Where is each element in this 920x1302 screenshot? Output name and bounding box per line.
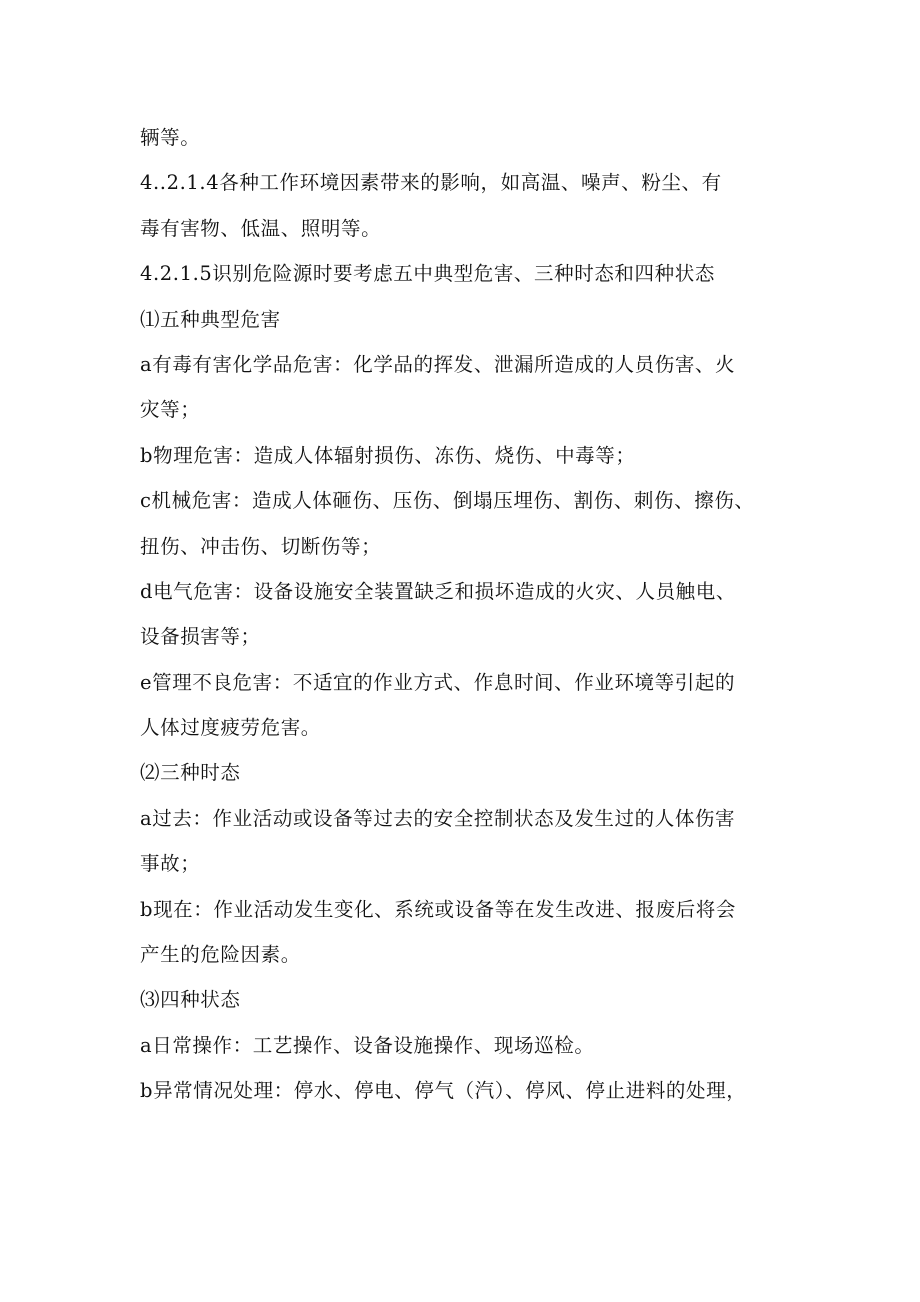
text-line: e管理不良危害：不适宜的作业方式、作息时间、作业环境等引起的 bbox=[140, 670, 736, 694]
section-heading: ⑶四种状态 bbox=[140, 988, 241, 1012]
text-line: 毒有害物、低温、照明等。 bbox=[140, 216, 382, 240]
text-line: 人体过度疲劳危害。 bbox=[140, 716, 321, 740]
text-line: 扭伤、冲击伤、切断伤等； bbox=[140, 534, 382, 558]
document-body bbox=[140, 115, 790, 1114]
text-line: a过去：作业活动或设备等过去的安全控制状态及发生过的人体伤害 bbox=[140, 806, 736, 830]
text-line: a日常操作：工艺操作、设备设施操作、现场巡检。 bbox=[140, 1033, 595, 1057]
text-line: a有毒有害化学品危害：化学品的挥发、泄漏所造成的人员伤害、火 bbox=[140, 352, 736, 376]
text-line: c机械危害：造成人体砸伤、压伤、倒塌压埋伤、割伤、刺伤、擦伤、 bbox=[140, 489, 755, 513]
text-line: d电气危害：设备设施安全装置缺乏和损坏造成的火灾、人员触电、 bbox=[140, 579, 736, 603]
text-line: 辆等。 bbox=[140, 126, 201, 149]
text-line: 产生的危险因素。 bbox=[140, 943, 301, 967]
text-line: b异常情况处理：停水、停电、停气（汽）、停风、停止进料的处理， bbox=[140, 1079, 747, 1103]
text-line: b物理危害：造成人体辐射损伤、冻伤、烧伤、中毒等； bbox=[140, 443, 636, 467]
text-line: 事故； bbox=[140, 852, 201, 876]
text-line: 灾等； bbox=[140, 398, 201, 422]
text-line: 4..2.1.4各种工作环境因素带来的影响，如高温、噪声、粉尘、有 bbox=[140, 171, 722, 195]
section-heading: ⑵三种时态 bbox=[140, 761, 241, 785]
section-heading: ⑴五种典型危害 bbox=[140, 307, 281, 331]
text-line: b现在：作业活动发生变化、系统或设备等在发生改进、报废后将会 bbox=[140, 897, 736, 921]
text-line: 设备损害等； bbox=[140, 625, 261, 649]
text-line: 4.2.1.5识别危险源时要考虑五中典型危害、三种时态和四种状态 bbox=[140, 262, 715, 286]
